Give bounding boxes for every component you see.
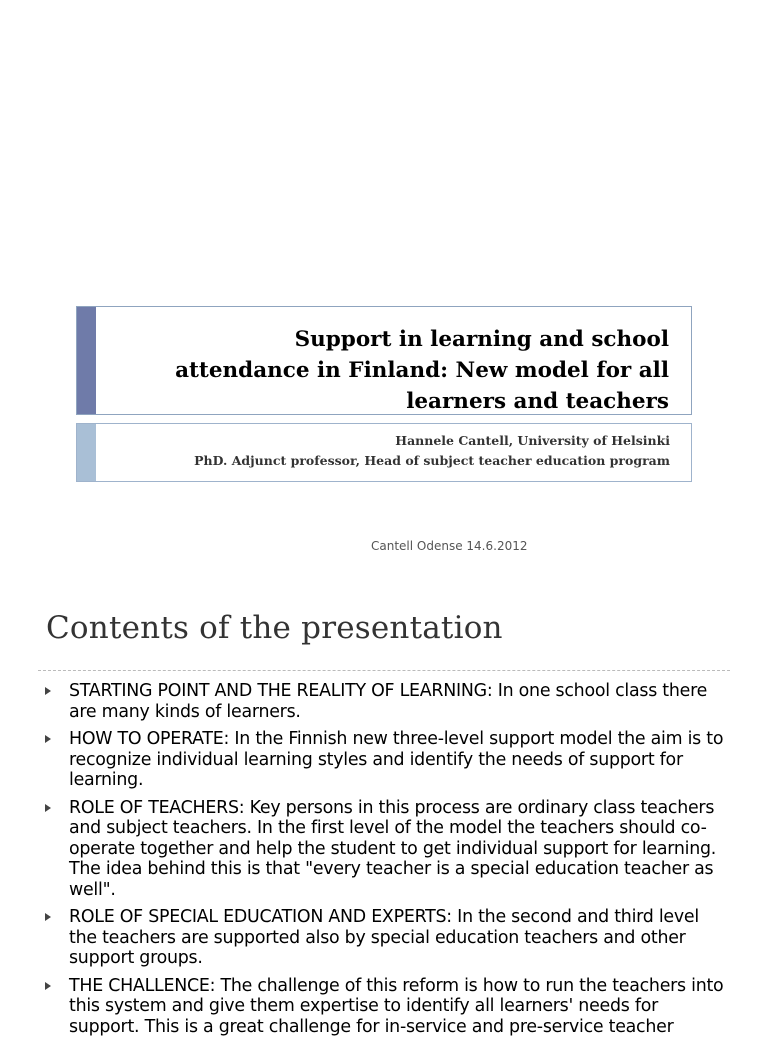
bullet-text: HOW TO OPERATE: In the Finnish new three-level support model the aim is to recognize individual learning styles and identify the needs of support for learning. [69, 729, 724, 790]
triangle-bullet-icon [45, 982, 51, 990]
slide-title-line: attendance in Finland: New model for all [175, 358, 669, 383]
bullet-text: STARTING POINT AND THE REALITY OF LEARNING: In one school class there are many kinds of learners. [69, 681, 708, 722]
triangle-bullet-icon [45, 913, 51, 921]
contents-title: Contents of the presentation [46, 610, 503, 646]
bullet-item [40, 798, 730, 901]
slide-title-line: Support in learning and school [294, 327, 669, 352]
bullet-item [40, 681, 730, 722]
bullet-item [40, 729, 730, 791]
slide-footer: Cantell Odense 14.6.2012 [371, 539, 528, 553]
title-accent-bar [77, 307, 96, 414]
title-box [76, 306, 692, 415]
triangle-bullet-icon [45, 687, 51, 695]
bullet-item [40, 976, 730, 1038]
slide-title [109, 324, 669, 417]
author-line: Hannele Cantell, University of Helsinki [395, 433, 670, 448]
triangle-bullet-icon [45, 735, 51, 743]
bullet-list [40, 681, 730, 1044]
slide-title-line: learners and teachers [406, 389, 669, 414]
bullet-text: THE CHALLENCE: The challenge of this reform is how to run the teachers into this system and give them expertise to identify all learners' needs for support. This is a great challenge for in-service and pre-service teacher [69, 975, 724, 1037]
author-title-line: PhD. Adjunct professor, Head of subject teacher education program [194, 453, 670, 468]
bullet-text: ROLE OF TEACHERS: Key persons in this process are ordinary class teachers and subject teachers. In the first level of the model the teachers should co-operate together and help the student to get individual support for learning. The idea behind this is that "every teacher is a special education teacher as well". [69, 797, 717, 900]
title-divider [38, 670, 730, 671]
subtitle-box [76, 423, 692, 482]
bullet-item [40, 907, 730, 969]
triangle-bullet-icon [45, 804, 51, 812]
bullet-text: ROLE OF SPECIAL EDUCATION AND EXPERTS: In the second and third level the teachers are supported also by special education teachers and other support groups. [69, 907, 699, 968]
contents-slide [0, 586, 768, 1037]
subtitle-accent-bar [77, 424, 96, 481]
